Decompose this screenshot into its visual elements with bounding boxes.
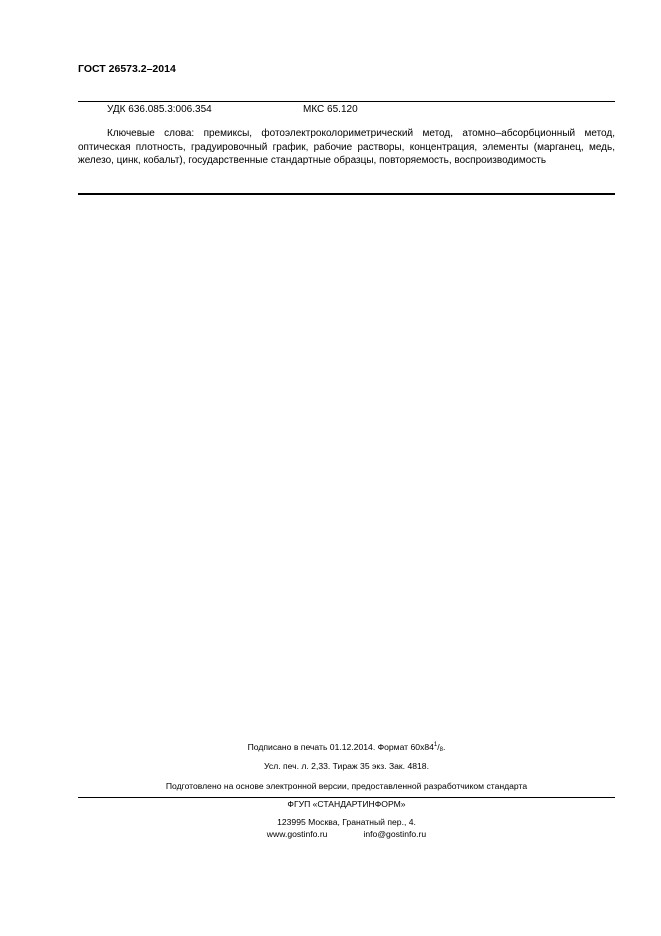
publisher-address: 123995 Москва, Гранатный пер., 4. [277, 817, 416, 827]
keywords-text: премиксы, фотоэлектроколориметрический метод, атомно–абсорбционный метод, оптическая плотность, градуировочный график, рабочие растворы, концентрация, элементы (марганец, медь, железо, цинк, кобальт), государственные стандартные образцы, повторяемость, воспроизводимость [78, 128, 615, 166]
format-numerator: 1 [433, 742, 438, 748]
email-link[interactable]: info@gostinfo.ru [363, 829, 427, 839]
mks-code: МКС 65.120 [303, 104, 358, 115]
standard-code-header: ГОСТ 26573.2–2014 [78, 63, 176, 75]
format-denominator: 8 [439, 747, 443, 753]
keywords-bottom-rule [78, 193, 615, 195]
signed-for-print-suffix: . [443, 742, 446, 752]
prepared-note: Подготовлено на основе электронной версии, предоставленной разработчиком стандарта [165, 781, 528, 791]
signed-for-print-text: Подписано в печать 01.12.2014. Формат 60x84 [247, 742, 434, 752]
publisher-name: ФГУП «СТАНДАРТИНФОРМ» [287, 799, 406, 809]
print-run-line: Усл. печ. л. 2,33. Тираж 35 экз. Зак. 4818. [264, 761, 429, 771]
udk-code: УДК 636.085.3:006.354 [107, 104, 212, 115]
website-link[interactable]: www.gostinfo.ru [266, 829, 328, 839]
keywords-label: Ключевые слова: [107, 128, 195, 139]
keywords-paragraph [78, 127, 615, 168]
top-rule [78, 101, 615, 102]
imprint-rule [78, 797, 615, 798]
signed-for-print-line: Подписано в печать 01.12.2014. Формат $60x84^1/_8$. [247, 742, 446, 753]
contacts-line [78, 829, 615, 839]
